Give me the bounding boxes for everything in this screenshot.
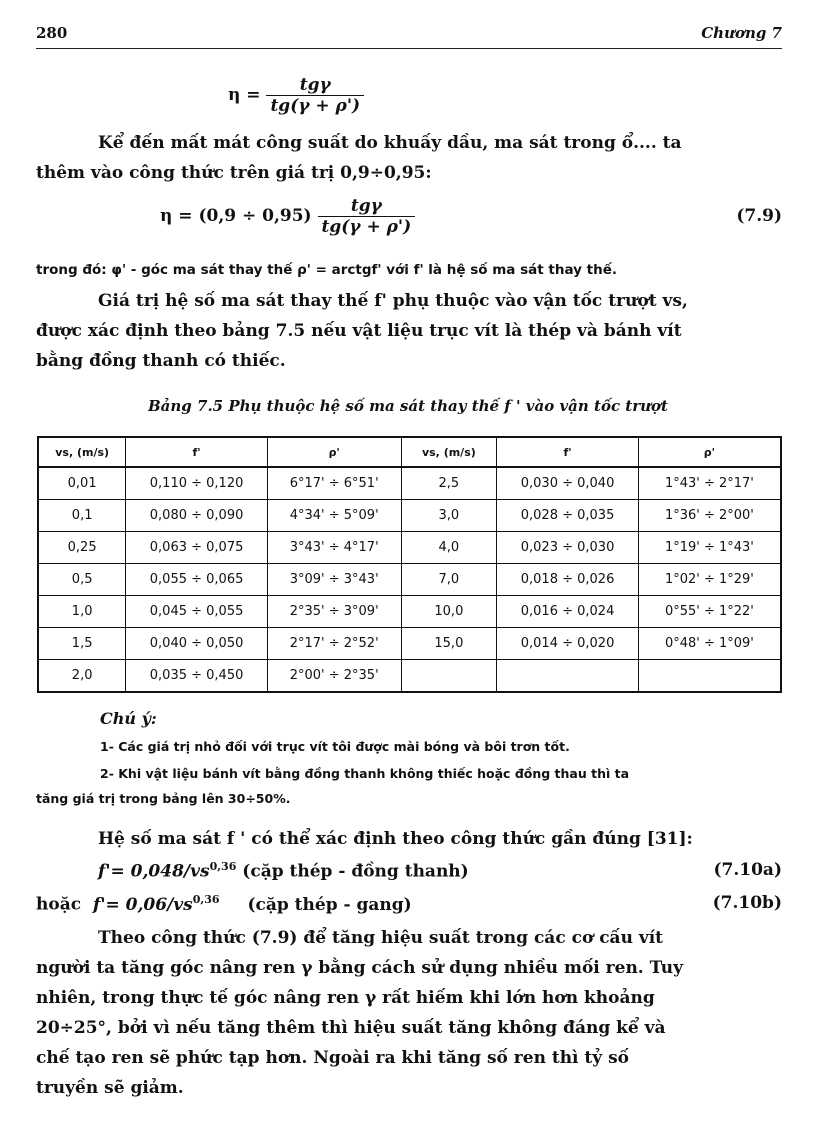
- paragraph-4-line-4: 20÷25°, bởi vì nếu tăng thêm thì hiệu suất tăng không đáng kể và: [36, 1018, 666, 1038]
- table-cell: 4,0: [401, 532, 497, 564]
- friction-table: [37, 436, 782, 693]
- equation-7-9-denominator: tg(γ + ρ'): [321, 217, 412, 237]
- table-cell: 10,0: [401, 596, 497, 628]
- paragraph-3: Hệ số ma sát f ' có thể xác định theo công thức gần đúng [31]:: [98, 829, 693, 849]
- paragraph-2-line-3: bằng đồng thanh có thiếc.: [36, 351, 286, 371]
- table-cell: 7,0: [401, 564, 497, 596]
- equation-7-10a-number: (7.10a): [713, 860, 782, 880]
- table-cell: 0,018 ÷ 0,026: [497, 564, 639, 596]
- table-cell: 1,0: [38, 596, 126, 628]
- table-cell: 0,014 ÷ 0,020: [497, 628, 639, 660]
- header-velocity: vs, (m/s): [401, 437, 497, 467]
- table-cell: 3,0: [401, 500, 497, 532]
- table-cell: [638, 660, 781, 693]
- equation-7-10b-text: (cặp thép - gang): [247, 894, 412, 915]
- table-row: [38, 596, 781, 628]
- table-caption: Bảng 7.5 Phụ thuộc hệ số ma sát thay thế f ' vào vận tốc trượt: [148, 397, 668, 415]
- table-cell: 1°43' ÷ 2°17': [638, 467, 781, 500]
- equation-eta-numerator: tgγ: [266, 75, 364, 96]
- note-2-line-1: 2- Khi vật liệu bánh vít bằng đồng thanh không thiếc hoặc đồng thau thì ta: [100, 766, 630, 781]
- equation-7-10a-formula: f'= 0,048/vs: [98, 861, 210, 882]
- table-header-row: [38, 437, 781, 467]
- paragraph-2-line-1: Giá trị hệ số ma sát thay thế f' phụ thuộc vào vận tốc trượt vs,: [98, 291, 688, 311]
- table-cell: 1°19' ÷ 1°43': [638, 532, 781, 564]
- note-1: 1- Các giá trị nhỏ đối với trục vít tôi được mài bóng và bôi trơn tốt.: [100, 739, 570, 754]
- table-cell: 0,030 ÷ 0,040: [497, 467, 639, 500]
- paragraph-1-line-1: Kể đến mất mát công suất do khuấy dầu, ma sát trong ổ.... ta: [98, 133, 682, 153]
- equation-eta-lhs: η =: [228, 85, 261, 105]
- equation-eta-fraction: [266, 75, 364, 116]
- equation-7-10a-text: (cặp thép - đồng thanh): [242, 861, 469, 882]
- table-cell: 2°17' ÷ 2°52': [267, 628, 401, 660]
- chapter-title: Chương 7: [701, 24, 782, 42]
- equation-eta: [228, 75, 364, 116]
- header-velocity: vs, (m/s): [38, 437, 126, 467]
- page-header: [36, 24, 782, 44]
- header-angle: ρ': [638, 437, 781, 467]
- table-cell: 0,1: [38, 500, 126, 532]
- equation-7-9-number: (7.9): [736, 206, 782, 226]
- table-cell: 3°09' ÷ 3°43': [267, 564, 401, 596]
- table-cell: 0°55' ÷ 1°22': [638, 596, 781, 628]
- equation-7-10b-number: (7.10b): [712, 893, 782, 913]
- paragraph-4-line-5: chế tạo ren sẽ phức tạp hơn. Ngoài ra khi tăng số ren thì tỷ số: [36, 1048, 629, 1068]
- table-row: [38, 564, 781, 596]
- paragraph-4-line-6: truyền sẽ giảm.: [36, 1078, 184, 1098]
- table-row: [38, 660, 781, 693]
- equation-7-9: [160, 196, 415, 237]
- table-cell: 0,040 ÷ 0,050: [126, 628, 268, 660]
- table-cell: 0,080 ÷ 0,090: [126, 500, 268, 532]
- table-cell: 0°48' ÷ 1°09': [638, 628, 781, 660]
- table-cell: 6°17' ÷ 6°51': [267, 467, 401, 500]
- equation-7-10b-formula: f'= 0,06/vs: [93, 894, 193, 915]
- paragraph-4-line-1: Theo công thức (7.9) để tăng hiệu suất trong các cơ cấu vít: [98, 928, 664, 948]
- notes-title: Chú ý:: [100, 709, 157, 728]
- paragraph-4-line-3: nhiên, trong thực tế góc nâng ren γ rất hiếm khi lớn hơn khoảng: [36, 988, 655, 1008]
- header-friction: f': [126, 437, 268, 467]
- equation-7-9-numerator: tgγ: [318, 196, 416, 217]
- page-number: 280: [36, 24, 68, 42]
- table-cell: 1°36' ÷ 2°00': [638, 500, 781, 532]
- table-cell: 0,25: [38, 532, 126, 564]
- table-cell: 2°00' ÷ 2°35': [267, 660, 401, 693]
- paragraph-2-line-2: được xác định theo bảng 7.5 nếu vật liệu trục vít là thép và bánh vít: [36, 321, 682, 341]
- table-cell: 1,5: [38, 628, 126, 660]
- where-line: trong đó: φ' - góc ma sát thay thế ρ' = arctgf' với f' là hệ số ma sát thay thế.: [36, 262, 617, 278]
- table-cell: 0,035 ÷ 0,450: [126, 660, 268, 693]
- table-cell: 0,5: [38, 564, 126, 596]
- equation-7-9-fraction: [318, 196, 416, 237]
- table-cell: 0,01: [38, 467, 126, 500]
- paragraph-4: [36, 923, 782, 1103]
- table-row: [38, 532, 781, 564]
- table-cell: 3°43' ÷ 4°17': [267, 532, 401, 564]
- note-2-line-2: tăng giá trị trong bảng lên 30÷50%.: [36, 791, 291, 806]
- header-angle: ρ': [267, 437, 401, 467]
- table-row: [38, 500, 781, 532]
- table-cell: 4°34' ÷ 5°09': [267, 500, 401, 532]
- table-cell: 0,028 ÷ 0,035: [497, 500, 639, 532]
- table-row: [38, 628, 781, 660]
- equation-7-10b-prefix: hoặc: [36, 894, 82, 915]
- table-cell: [401, 660, 497, 693]
- table-cell: [497, 660, 639, 693]
- table-cell: 0,016 ÷ 0,024: [497, 596, 639, 628]
- header-friction: f': [497, 437, 639, 467]
- table-cell: 0,063 ÷ 0,075: [126, 532, 268, 564]
- paragraph-1: [36, 128, 782, 188]
- equation-7-10b-exponent: 0,36: [192, 893, 220, 906]
- table-cell: 2,5: [401, 467, 497, 500]
- table-cell: 1°02' ÷ 1°29': [638, 564, 781, 596]
- paragraph-1-line-2: thêm vào công thức trên giá trị 0,9÷0,95:: [36, 163, 432, 183]
- equation-7-10a: [98, 860, 469, 882]
- table-cell: 0,023 ÷ 0,030: [497, 532, 639, 564]
- header-rule: [36, 48, 782, 49]
- equation-eta-denominator: tg(γ + ρ'): [270, 96, 361, 116]
- paragraph-4-line-2: người ta tăng góc nâng ren γ bằng cách sử dụng nhiều mối ren. Tuy: [36, 958, 683, 978]
- paragraph-2: [36, 286, 782, 376]
- table-cell: 15,0: [401, 628, 497, 660]
- table-cell: 0,110 ÷ 0,120: [126, 467, 268, 500]
- equation-7-10a-exponent: 0,36: [209, 860, 237, 873]
- table-cell: 0,045 ÷ 0,055: [126, 596, 268, 628]
- equation-7-9-lhs: η = (0,9 ÷ 0,95): [160, 206, 312, 226]
- table-cell: 0,055 ÷ 0,065: [126, 564, 268, 596]
- table-cell: 2°35' ÷ 3°09': [267, 596, 401, 628]
- table-cell: 2,0: [38, 660, 126, 693]
- equation-7-10b: [36, 893, 412, 915]
- table-row: [38, 467, 781, 500]
